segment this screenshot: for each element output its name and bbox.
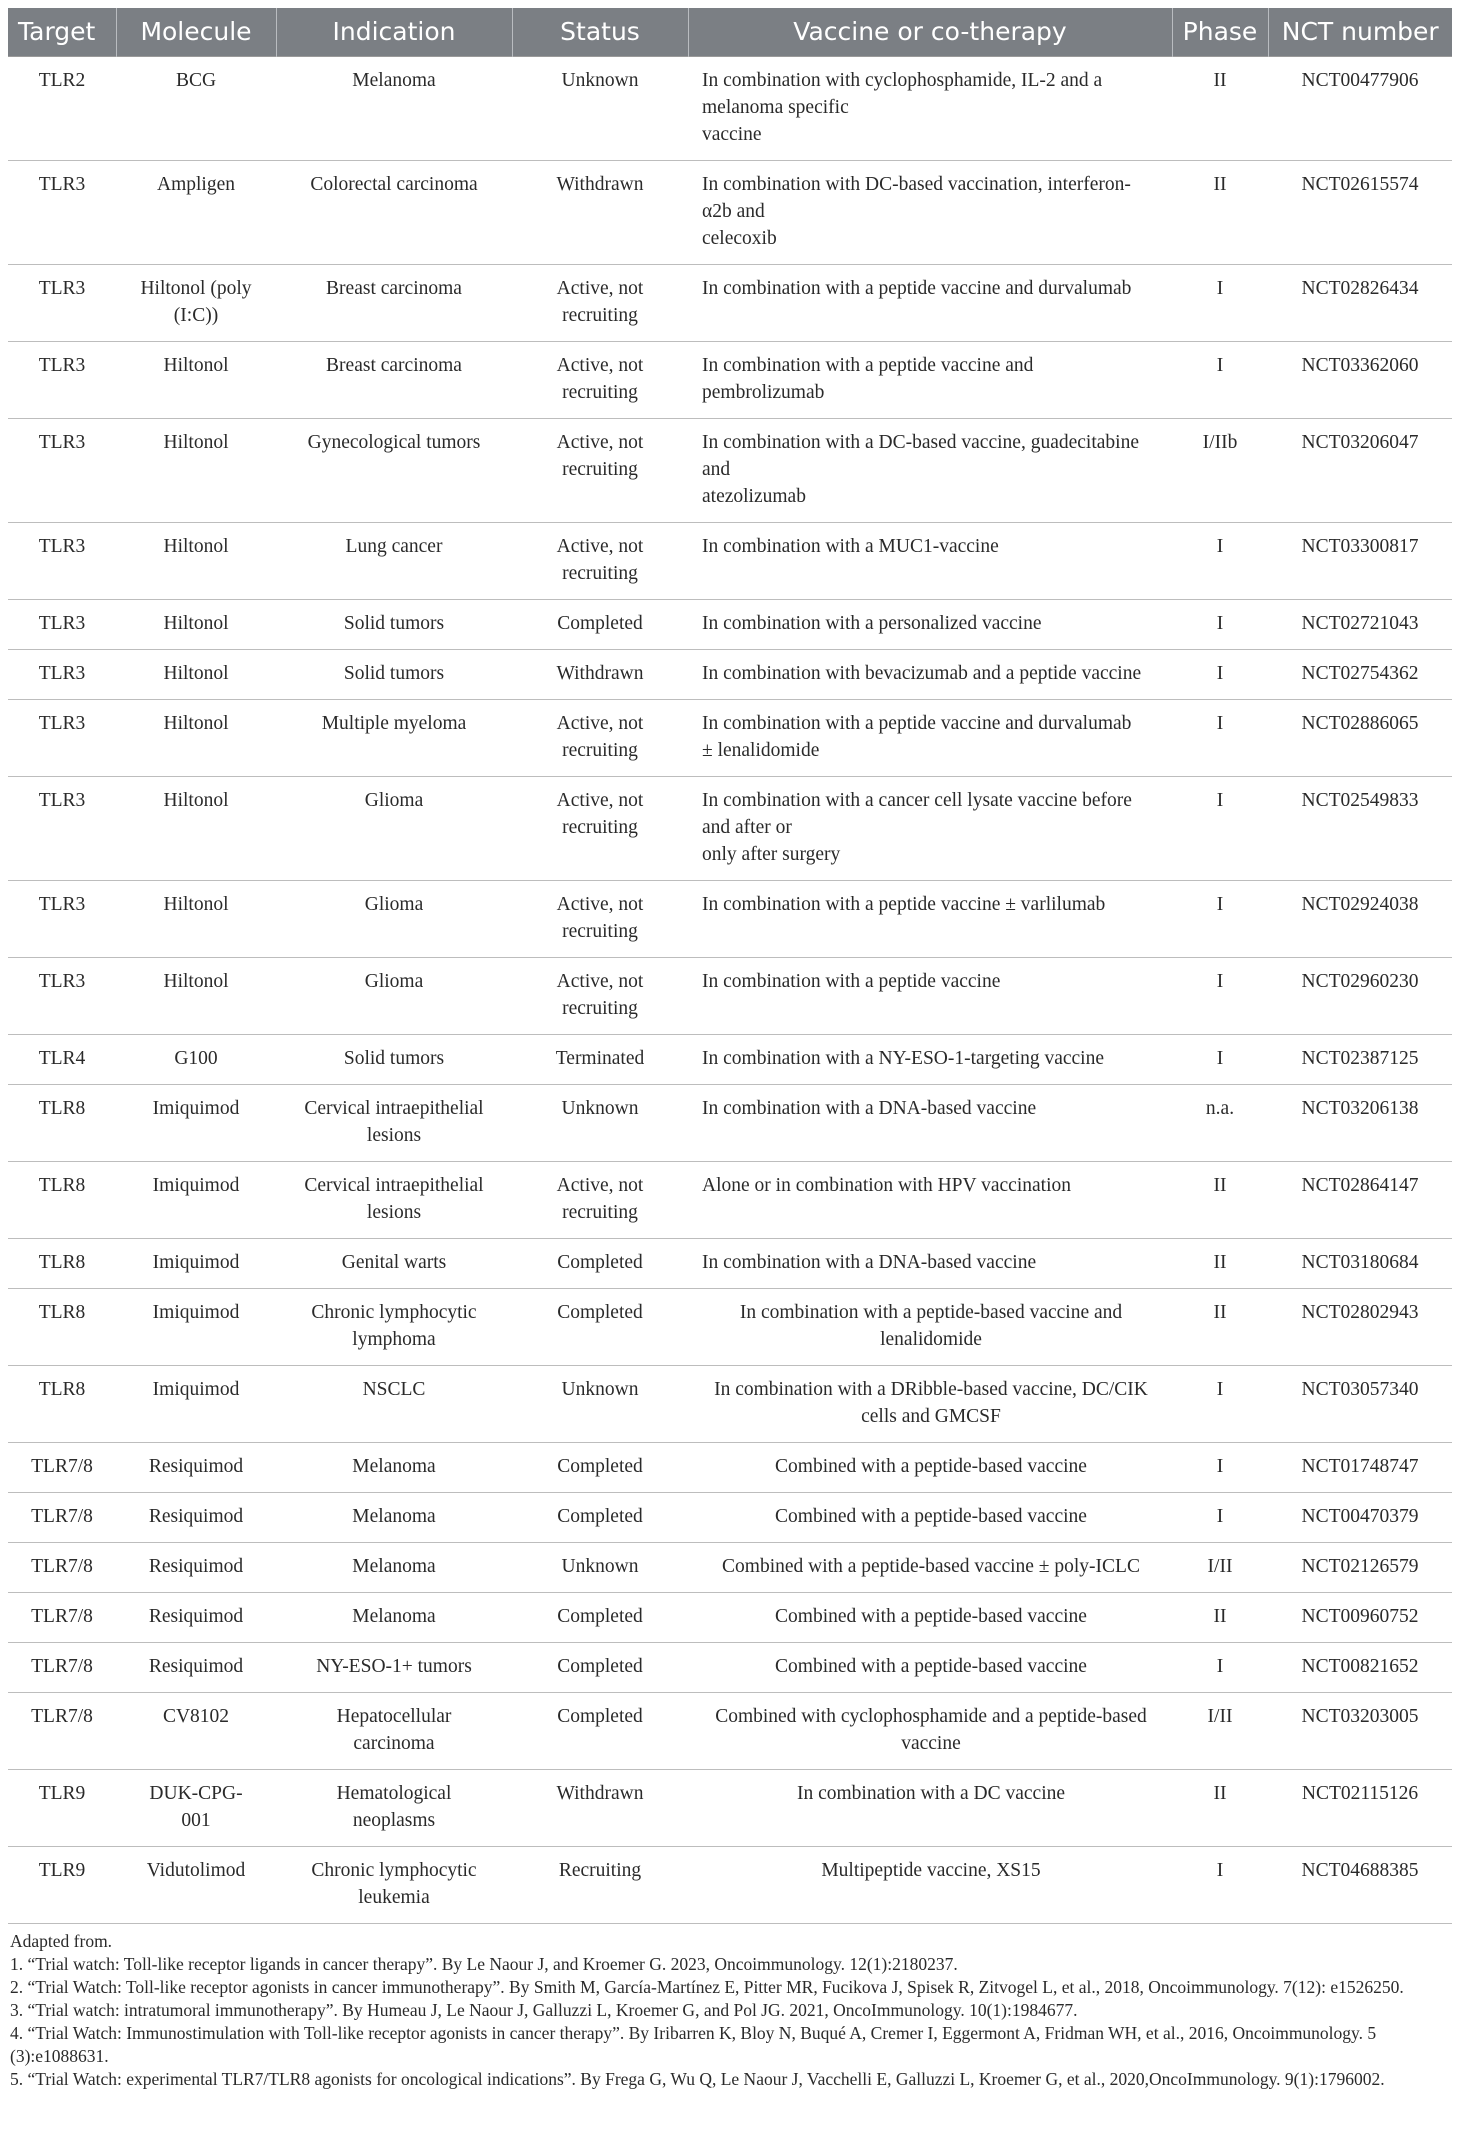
cell-nct: NCT00960752 xyxy=(1268,1593,1452,1643)
cell-phase: II xyxy=(1172,1239,1268,1289)
cell-molecule: Imiquimod xyxy=(116,1085,276,1162)
cell-therapy: In combination with a peptide vaccine and pembrolizumab xyxy=(688,342,1172,419)
cell-indication: Melanoma xyxy=(276,1493,512,1543)
cell-target: TLR3 xyxy=(8,600,116,650)
cell-indication: NY-ESO-1+ tumors xyxy=(276,1643,512,1693)
cell-nct: NCT02126579 xyxy=(1268,1543,1452,1593)
cell-status: Completed xyxy=(512,1693,688,1770)
table-row xyxy=(8,1847,1452,1924)
cell-indication: Melanoma xyxy=(276,1593,512,1643)
cell-status: Withdrawn xyxy=(512,161,688,265)
cell-therapy: In combination with a peptide-based vaccine and lenalidomide xyxy=(688,1289,1172,1366)
table-row xyxy=(8,958,1452,1035)
cell-target: TLR8 xyxy=(8,1162,116,1239)
table-row xyxy=(8,1770,1452,1847)
header-status: Status xyxy=(512,8,688,57)
cell-status: Completed xyxy=(512,1289,688,1366)
cell-phase: II xyxy=(1172,1593,1268,1643)
cell-indication: Melanoma xyxy=(276,57,512,161)
table-row xyxy=(8,1693,1452,1770)
cell-molecule: Imiquimod xyxy=(116,1289,276,1366)
cell-nct: NCT02924038 xyxy=(1268,881,1452,958)
table-row xyxy=(8,777,1452,881)
cell-nct: NCT03206047 xyxy=(1268,419,1452,523)
cell-phase: I xyxy=(1172,265,1268,342)
cell-nct: NCT00477906 xyxy=(1268,57,1452,161)
cell-phase: n.a. xyxy=(1172,1085,1268,1162)
table-row xyxy=(8,342,1452,419)
cell-target: TLR8 xyxy=(8,1085,116,1162)
cell-status: Terminated xyxy=(512,1035,688,1085)
cell-therapy: In combination with a peptide vaccine xyxy=(688,958,1172,1035)
cell-target: TLR8 xyxy=(8,1366,116,1443)
table-row xyxy=(8,700,1452,777)
table-row xyxy=(8,650,1452,700)
cell-target: TLR2 xyxy=(8,57,116,161)
cell-therapy: In combination with a DNA-based vaccine xyxy=(688,1085,1172,1162)
table-row xyxy=(8,523,1452,600)
header-target: Target xyxy=(8,8,116,57)
cell-phase: I/IIb xyxy=(1172,419,1268,523)
cell-phase: I/II xyxy=(1172,1693,1268,1770)
cell-molecule: DUK-CPG- 001 xyxy=(116,1770,276,1847)
cell-phase: I xyxy=(1172,1443,1268,1493)
table-row xyxy=(8,1443,1452,1493)
cell-nct: NCT00821652 xyxy=(1268,1643,1452,1693)
cell-status: Active, not recruiting xyxy=(512,1162,688,1239)
cell-indication: Glioma xyxy=(276,777,512,881)
table-row xyxy=(8,1035,1452,1085)
header-molecule: Molecule xyxy=(116,8,276,57)
cell-indication: Hematological neoplasms xyxy=(276,1770,512,1847)
cell-molecule: Hiltonol (poly (I:C)) xyxy=(116,265,276,342)
footnotes xyxy=(8,1924,1456,2091)
cell-nct: NCT02826434 xyxy=(1268,265,1452,342)
cell-nct: NCT03203005 xyxy=(1268,1693,1452,1770)
cell-therapy: In combination with a DC-based vaccine, guadecitabine and atezolizumab xyxy=(688,419,1172,523)
cell-target: TLR9 xyxy=(8,1770,116,1847)
cell-indication: Hepatocellular carcinoma xyxy=(276,1693,512,1770)
cell-target: TLR4 xyxy=(8,1035,116,1085)
cell-target: TLR7/8 xyxy=(8,1593,116,1643)
cell-status: Withdrawn xyxy=(512,650,688,700)
cell-target: TLR3 xyxy=(8,419,116,523)
cell-therapy: In combination with a DRibble-based vaccine, DC/CIK cells and GMCSF xyxy=(688,1366,1172,1443)
header-therapy: Vaccine or co-therapy xyxy=(688,8,1172,57)
trials-table xyxy=(8,8,1452,1924)
footnote-reference: 2. “Trial Watch: Toll-like receptor agonists in cancer immunotherapy”. By Smith M, García-Martínez E, Pitter MR, Fucikova J, Spisek R, Zitvogel L, et al., 2018, Oncoimmunology. 7(12): e1526250. xyxy=(10,1977,1404,1997)
cell-status: Completed xyxy=(512,1493,688,1543)
cell-molecule: Resiquimod xyxy=(116,1593,276,1643)
cell-target: TLR3 xyxy=(8,265,116,342)
cell-therapy: Combined with a peptide-based vaccine xyxy=(688,1493,1172,1543)
cell-phase: II xyxy=(1172,161,1268,265)
cell-indication: Cervical intraepithelial lesions xyxy=(276,1085,512,1162)
cell-phase: I xyxy=(1172,1847,1268,1924)
cell-therapy: Combined with a peptide-based vaccine xyxy=(688,1643,1172,1693)
header-nct: NCT number xyxy=(1268,8,1452,57)
cell-therapy: Combined with a peptide-based vaccine ± poly-ICLC xyxy=(688,1543,1172,1593)
footnote-intro: Adapted from. xyxy=(10,1931,113,1951)
cell-therapy: Combined with cyclophosphamide and a peptide-based vaccine xyxy=(688,1693,1172,1770)
cell-molecule: Resiquimod xyxy=(116,1543,276,1593)
cell-molecule: Hiltonol xyxy=(116,881,276,958)
cell-nct: NCT02802943 xyxy=(1268,1289,1452,1366)
cell-status: Completed xyxy=(512,1593,688,1643)
cell-therapy: In combination with a cancer cell lysate vaccine before and after or only after surgery xyxy=(688,777,1172,881)
cell-molecule: Resiquimod xyxy=(116,1493,276,1543)
cell-phase: II xyxy=(1172,1770,1268,1847)
footnote-reference: 1. “Trial watch: Toll-like receptor ligands in cancer therapy”. By Le Naour J, and Kroemer G. 2023, Oncoimmunology. 12(1):2180237. xyxy=(10,1954,958,1974)
cell-phase: I xyxy=(1172,1493,1268,1543)
cell-nct: NCT03180684 xyxy=(1268,1239,1452,1289)
cell-status: Active, not recruiting xyxy=(512,523,688,600)
cell-status: Completed xyxy=(512,1239,688,1289)
cell-target: TLR3 xyxy=(8,777,116,881)
table-row xyxy=(8,1289,1452,1366)
cell-therapy: In combination with a peptide vaccine and durvalumab xyxy=(688,265,1172,342)
table-row xyxy=(8,1085,1452,1162)
cell-molecule: Vidutolimod xyxy=(116,1847,276,1924)
cell-phase: I xyxy=(1172,881,1268,958)
footnote-reference: 5. “Trial Watch: experimental TLR7/TLR8 agonists for oncological indications”. By Frega G, Wu Q, Le Naour J, Vacchelli E, Galluzzi L, Kroemer G, et al., 2020,OncoImmunology. 9(1):1796002. xyxy=(10,2069,1385,2089)
cell-phase: I xyxy=(1172,523,1268,600)
cell-nct: NCT04688385 xyxy=(1268,1847,1452,1924)
cell-phase: II xyxy=(1172,1289,1268,1366)
cell-molecule: Imiquimod xyxy=(116,1239,276,1289)
cell-target: TLR7/8 xyxy=(8,1493,116,1543)
cell-molecule: CV8102 xyxy=(116,1693,276,1770)
cell-nct: NCT03362060 xyxy=(1268,342,1452,419)
table-row xyxy=(8,881,1452,958)
cell-status: Completed xyxy=(512,1643,688,1693)
cell-indication: Glioma xyxy=(276,881,512,958)
cell-target: TLR3 xyxy=(8,342,116,419)
cell-indication: Lung cancer xyxy=(276,523,512,600)
table-row xyxy=(8,57,1452,161)
cell-nct: NCT03300817 xyxy=(1268,523,1452,600)
cell-molecule: Hiltonol xyxy=(116,342,276,419)
cell-indication: Solid tumors xyxy=(276,600,512,650)
cell-molecule: Hiltonol xyxy=(116,600,276,650)
cell-molecule: Ampligen xyxy=(116,161,276,265)
cell-status: Active, not recruiting xyxy=(512,419,688,523)
cell-indication: Gynecological tumors xyxy=(276,419,512,523)
cell-phase: I xyxy=(1172,1035,1268,1085)
cell-phase: II xyxy=(1172,57,1268,161)
cell-indication: Glioma xyxy=(276,958,512,1035)
table-row xyxy=(8,1593,1452,1643)
cell-target: TLR9 xyxy=(8,1847,116,1924)
cell-nct: NCT02549833 xyxy=(1268,777,1452,881)
cell-therapy: Alone or in combination with HPV vaccination xyxy=(688,1162,1172,1239)
table-row xyxy=(8,1366,1452,1443)
cell-therapy: In combination with a peptide vaccine and durvalumab ± lenalidomide xyxy=(688,700,1172,777)
table-row xyxy=(8,1162,1452,1239)
cell-nct: NCT03057340 xyxy=(1268,1366,1452,1443)
cell-phase: I xyxy=(1172,342,1268,419)
cell-molecule: Hiltonol xyxy=(116,777,276,881)
cell-molecule: Resiquimod xyxy=(116,1443,276,1493)
cell-target: TLR3 xyxy=(8,161,116,265)
header-indication: Indication xyxy=(276,8,512,57)
cell-phase: II xyxy=(1172,1162,1268,1239)
cell-phase: I xyxy=(1172,650,1268,700)
table-row xyxy=(8,1239,1452,1289)
cell-indication: Breast carcinoma xyxy=(276,342,512,419)
cell-target: TLR7/8 xyxy=(8,1543,116,1593)
cell-therapy: In combination with a DC vaccine xyxy=(688,1770,1172,1847)
cell-target: TLR7/8 xyxy=(8,1693,116,1770)
cell-target: TLR3 xyxy=(8,523,116,600)
cell-nct: NCT00470379 xyxy=(1268,1493,1452,1543)
cell-therapy: Multipeptide vaccine, XS15 xyxy=(688,1847,1172,1924)
table-row xyxy=(8,1643,1452,1693)
cell-indication: Genital warts xyxy=(276,1239,512,1289)
cell-indication: Chronic lymphocytic leukemia xyxy=(276,1847,512,1924)
cell-indication: Melanoma xyxy=(276,1543,512,1593)
table-row xyxy=(8,161,1452,265)
cell-target: TLR3 xyxy=(8,881,116,958)
cell-therapy: In combination with bevacizumab and a peptide vaccine xyxy=(688,650,1172,700)
table-header-row xyxy=(8,8,1452,57)
cell-molecule: Resiquimod xyxy=(116,1643,276,1693)
table-row xyxy=(8,1493,1452,1543)
cell-molecule: G100 xyxy=(116,1035,276,1085)
cell-indication: Colorectal carcinoma xyxy=(276,161,512,265)
cell-phase: I xyxy=(1172,958,1268,1035)
cell-therapy: In combination with a NY-ESO-1-targeting vaccine xyxy=(688,1035,1172,1085)
cell-target: TLR3 xyxy=(8,700,116,777)
cell-molecule: Hiltonol xyxy=(116,700,276,777)
cell-nct: NCT02960230 xyxy=(1268,958,1452,1035)
cell-nct: NCT02754362 xyxy=(1268,650,1452,700)
cell-target: TLR7/8 xyxy=(8,1643,116,1693)
cell-status: Active, not recruiting xyxy=(512,265,688,342)
cell-therapy: In combination with a peptide vaccine ± varlilumab xyxy=(688,881,1172,958)
cell-therapy: In combination with a MUC1-vaccine xyxy=(688,523,1172,600)
cell-target: TLR8 xyxy=(8,1289,116,1366)
document xyxy=(8,8,1452,2091)
cell-molecule: Hiltonol xyxy=(116,419,276,523)
cell-status: Unknown xyxy=(512,1543,688,1593)
cell-status: Completed xyxy=(512,600,688,650)
cell-therapy: Combined with a peptide-based vaccine xyxy=(688,1593,1172,1643)
cell-phase: I xyxy=(1172,1366,1268,1443)
cell-status: Active, not recruiting xyxy=(512,958,688,1035)
cell-molecule: Hiltonol xyxy=(116,523,276,600)
cell-phase: I xyxy=(1172,777,1268,881)
cell-nct: NCT02864147 xyxy=(1268,1162,1452,1239)
cell-nct: NCT02387125 xyxy=(1268,1035,1452,1085)
cell-nct: NCT01748747 xyxy=(1268,1443,1452,1493)
cell-indication: NSCLC xyxy=(276,1366,512,1443)
cell-status: Active, not recruiting xyxy=(512,777,688,881)
cell-therapy: In combination with a DNA-based vaccine xyxy=(688,1239,1172,1289)
cell-target: TLR7/8 xyxy=(8,1443,116,1493)
cell-indication: Cervical intraepithelial lesions xyxy=(276,1162,512,1239)
cell-indication: Multiple myeloma xyxy=(276,700,512,777)
cell-nct: NCT03206138 xyxy=(1268,1085,1452,1162)
table-row xyxy=(8,600,1452,650)
cell-target: TLR8 xyxy=(8,1239,116,1289)
cell-therapy: In combination with cyclophosphamide, IL-2 and a melanoma specific vaccine xyxy=(688,57,1172,161)
cell-phase: I xyxy=(1172,700,1268,777)
cell-indication: Solid tumors xyxy=(276,1035,512,1085)
cell-nct: NCT02721043 xyxy=(1268,600,1452,650)
cell-status: Unknown xyxy=(512,1085,688,1162)
cell-status: Unknown xyxy=(512,57,688,161)
cell-status: Recruiting xyxy=(512,1847,688,1924)
table-row xyxy=(8,1543,1452,1593)
cell-molecule: Imiquimod xyxy=(116,1162,276,1239)
cell-target: TLR3 xyxy=(8,650,116,700)
cell-therapy: Combined with a peptide-based vaccine xyxy=(688,1443,1172,1493)
cell-nct: NCT02615574 xyxy=(1268,161,1452,265)
cell-status: Unknown xyxy=(512,1366,688,1443)
cell-molecule: BCG xyxy=(116,57,276,161)
cell-status: Withdrawn xyxy=(512,1770,688,1847)
cell-status: Active, not recruiting xyxy=(512,700,688,777)
cell-therapy: In combination with DC-based vaccination, interferon- α2b and celecoxib xyxy=(688,161,1172,265)
cell-indication: Melanoma xyxy=(276,1443,512,1493)
footnote-reference: 4. “Trial Watch: Immunostimulation with Toll-like receptor agonists in cancer therapy”. By Iribarren K, Bloy N, Buqué A, Cremer I, Eggermont A, Fridman WH, et al., 2016, Oncoimmunology. 5 (3):e1088631. xyxy=(10,2023,1377,2066)
cell-target: TLR3 xyxy=(8,958,116,1035)
cell-therapy: In combination with a personalized vaccine xyxy=(688,600,1172,650)
footnote-reference: 3. “Trial watch: intratumoral immunotherapy”. By Humeau J, Le Naour J, Galluzzi L, Kroemer G, and Pol JG. 2021, OncoImmunology. 10(1):1984677. xyxy=(10,2000,1078,2020)
cell-phase: I xyxy=(1172,1643,1268,1693)
cell-indication: Breast carcinoma xyxy=(276,265,512,342)
table-row xyxy=(8,419,1452,523)
cell-status: Completed xyxy=(512,1443,688,1493)
table-row xyxy=(8,265,1452,342)
table-body xyxy=(8,57,1452,1924)
cell-status: Active, not recruiting xyxy=(512,881,688,958)
cell-indication: Chronic lymphocytic lymphoma xyxy=(276,1289,512,1366)
cell-molecule: Imiquimod xyxy=(116,1366,276,1443)
cell-molecule: Hiltonol xyxy=(116,958,276,1035)
cell-status: Active, not recruiting xyxy=(512,342,688,419)
cell-phase: I/II xyxy=(1172,1543,1268,1593)
cell-indication: Solid tumors xyxy=(276,650,512,700)
cell-nct: NCT02115126 xyxy=(1268,1770,1452,1847)
cell-molecule: Hiltonol xyxy=(116,650,276,700)
cell-nct: NCT02886065 xyxy=(1268,700,1452,777)
cell-phase: I xyxy=(1172,600,1268,650)
header-phase: Phase xyxy=(1172,8,1268,57)
